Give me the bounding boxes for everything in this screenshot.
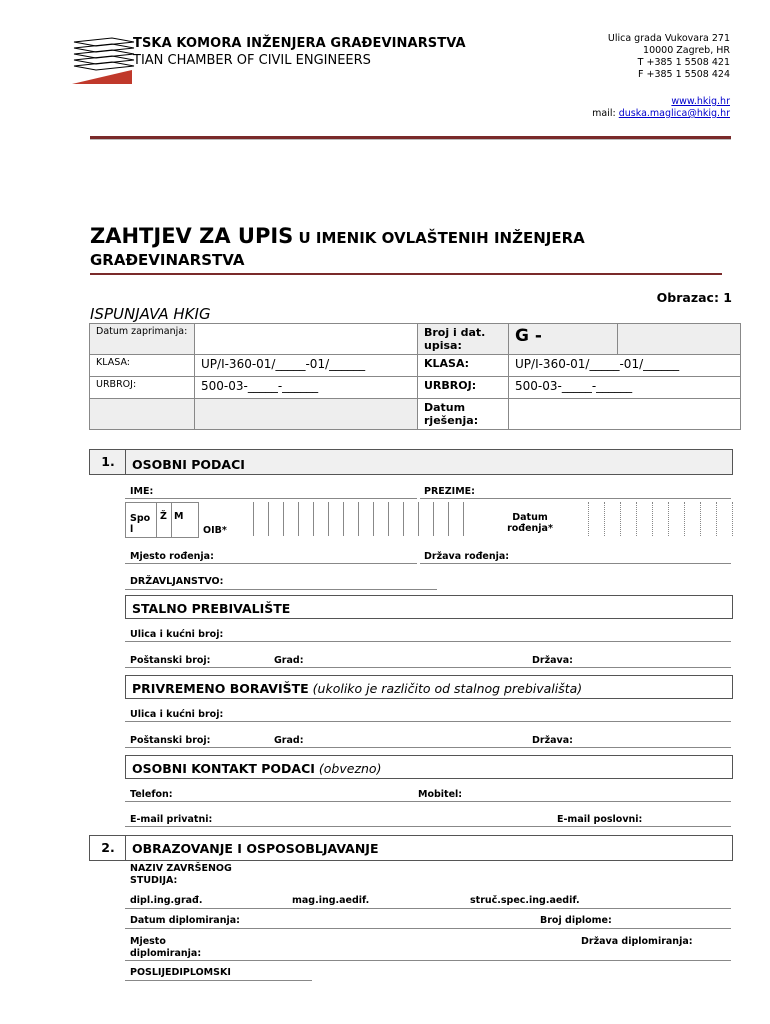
mjesto-diplomiranja-label: Mjesto diplomiranja: [130,936,202,959]
studij-field[interactable] [125,908,731,909]
adresa-field-2[interactable] [125,747,731,748]
ulica-label-1: Ulica i kućni broj: [130,629,224,640]
empty-cell [195,399,418,430]
mobitel-label: Mobitel: [418,789,463,800]
datum-zaprimanja-label: Datum zaprimanja: [90,324,195,355]
mjesto-rodenja-label: Mjesto rođenja: [130,551,214,562]
datum-rjesenja-field[interactable] [509,399,741,430]
contact-web [592,96,730,120]
urbroj-label: URBROJ: [90,377,195,399]
title-rest: U IMENIK OVLAŠTENIH INŽENJERA [293,229,585,247]
oib-field[interactable] [253,502,464,536]
datum-zaprimanja-field[interactable] [195,324,418,355]
section-2-header [125,835,733,861]
option-struc-spec[interactable]: struč.spec.ing.aedif. [470,895,580,906]
spol-box [125,502,199,538]
hkig-logo [72,36,136,86]
website-link[interactable]: www.hkig.hr [671,96,730,107]
klasa-label-2: KLASA: [418,355,509,377]
ime-label: IME: [130,486,154,497]
drzava-diplomiranja-label: Država diplomiranja: [581,936,693,947]
empty-cell [90,399,195,430]
postanski-label-2: Poštanski broj: [130,735,211,746]
org-name-en: TIAN CHAMBER OF CIVIL ENGINEERS [133,53,371,68]
option-dipl-ing-grad[interactable]: dipl.ing.građ. [130,895,203,906]
datum-rodenja-field[interactable] [588,502,733,536]
drzavljanstvo-label: DRŽAVLJANSTVO: [130,576,224,587]
datum-diplomiranja-label: Datum diplomiranja: [130,915,240,926]
urbroj-field[interactable]: 500-03-_____-______ [195,377,418,399]
privremeno-title-text: PRIVREMENO BORAVIŠTE [132,681,309,696]
kontakt-title [132,761,381,776]
privremeno-boraviste-header [125,675,733,699]
poslijediplomski-field[interactable] [125,980,312,981]
option-mag-ing-aedif[interactable]: mag.ing.aedif. [292,895,370,906]
office-use-table [89,323,741,430]
form-title [90,224,585,248]
kontakt-header [125,755,733,779]
ulica-field-2[interactable] [125,721,731,722]
broj-diplome-label: Broj diplome: [540,915,612,926]
drzava-label-1: Država: [532,655,573,666]
prezime-field[interactable] [420,498,731,499]
email-field[interactable] [125,826,731,827]
poslijediplomski-label: POSLIJEDIPLOMSKI [130,967,231,978]
drzava-rodenja-field[interactable] [420,563,731,564]
section-2-title: OBRAZOVANJE I OSPOSOBLJAVANJE [132,841,379,856]
mobitel-field[interactable] [414,801,731,802]
ulica-label-2: Ulica i kućni broj: [130,709,224,720]
naziv-studija-label: NAZIV ZAVRŠENOG STUDIJA: [130,863,232,886]
section-1-title: OSOBNI PODACI [132,457,245,472]
upis-g-field[interactable]: G - [509,324,618,355]
contact-address [608,33,730,81]
privremeno-note: (ukoliko je različito od stalnog prebivališta) [308,681,583,696]
privremeno-boraviste-title [132,681,582,696]
form-title-line2: GRAĐEVINARSTVA [90,251,245,269]
email-privatni-label: E-mail privatni: [130,814,213,825]
spol-z-label: Ž [160,511,167,522]
drzava-rodenja-label: Država rođenja: [424,551,510,562]
email-poslovni-label: E-mail poslovni: [557,814,643,825]
grad-label-1: Grad: [274,655,304,666]
postanski-label-1: Poštanski broj: [130,655,211,666]
spol-z-option[interactable] [156,503,171,537]
klasa-label: KLASA: [90,355,195,377]
ime-field[interactable] [125,498,417,499]
grad-label-2: Grad: [274,735,304,746]
ulica-field-1[interactable] [125,641,731,642]
section-1-number: 1. [89,449,127,475]
diplomiranje-field[interactable] [125,928,731,929]
spol-label: Spo l [130,513,151,535]
form-number: Obrazac: 1 [656,290,732,305]
org-name-hr: TSKA KOMORA INŽENJERA GRAĐEVINARSTVA [133,36,466,51]
mjesto-diplomiranja-field[interactable] [125,960,731,961]
urbroj-field-2[interactable]: 500-03-_____-______ [509,377,741,399]
drzavljanstvo-field[interactable] [125,589,437,590]
office-use-heading: ISPUNJAVA HKIG [90,305,211,323]
prezime-label: PREZIME: [424,486,475,497]
kontakt-note: (obvezno) [314,761,382,776]
klasa-field-2[interactable]: UP/I-360-01/_____-01/______ [509,355,741,377]
mjesto-rodenja-field[interactable] [125,563,417,564]
stalno-prebivaliste-title: STALNO PREBIVALIŠTE [132,601,291,616]
title-divider [90,273,722,275]
email-link[interactable]: duska.maglica@hkig.hr [618,108,730,119]
drzava-label-2: Država: [532,735,573,746]
mail-label: mail: [592,108,619,119]
phone: T +385 1 5508 421 [637,57,730,68]
telefon-label: Telefon: [130,789,173,800]
telefon-field[interactable] [125,801,417,802]
fax: F +385 1 5508 424 [638,69,730,80]
section-2-number: 2. [89,835,127,861]
datum-rodenja-label: Datum rođenja* [507,512,553,534]
kontakt-title-text: OSOBNI KONTAKT PODACI [132,761,315,776]
stalno-prebivaliste-header [125,595,733,619]
title-main: ZAHTJEV ZA UPIS [90,224,294,248]
adresa-field-1[interactable] [125,667,731,668]
upis-extra-field[interactable] [618,324,741,355]
spol-m-label: M [174,511,184,522]
address-city: 10000 Zagreb, HR [643,45,730,56]
klasa-field[interactable]: UP/I-360-01/_____-01/______ [195,355,418,377]
urbroj-label-2: URBROJ: [418,377,509,399]
spol-m-option[interactable] [171,503,186,537]
datum-rjesenja-label: Datum rješenja: [418,399,509,430]
address-street: Ulica grada Vukovara 271 [607,33,730,44]
header-divider [90,136,731,140]
section-1-header [125,449,733,475]
broj-upisa-label: Broj i dat. upisa: [418,324,509,355]
oib-label: OIB* [203,525,227,536]
